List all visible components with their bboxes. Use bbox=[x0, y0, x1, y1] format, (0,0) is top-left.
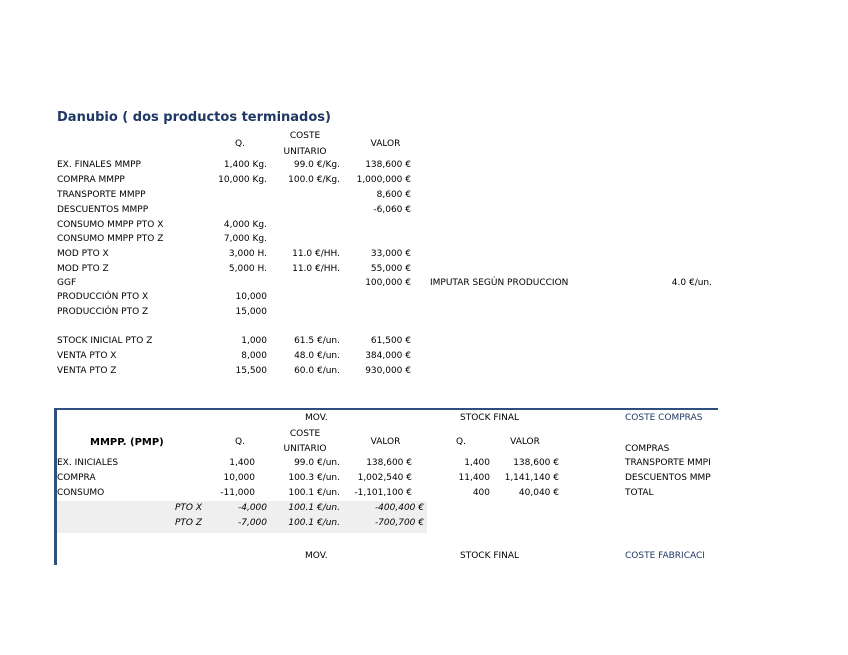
bottom-row-label: CONSUMO bbox=[57, 488, 105, 498]
row-valor: 55,000 € bbox=[370, 264, 411, 274]
stock-final-header-2: STOCK FINAL bbox=[460, 551, 520, 561]
row-unit-cost: 11.0 €/HH. bbox=[292, 249, 340, 259]
row-q: 1,000 bbox=[241, 336, 267, 346]
bottom-row-unit-cost: 100.3 €/un. bbox=[288, 473, 340, 483]
row-label: MOD PTO X bbox=[57, 249, 109, 259]
sf-row-valor: 40,040 € bbox=[518, 488, 559, 498]
row-valor: 100,000 € bbox=[365, 278, 411, 288]
row-q: 1,400 Kg. bbox=[223, 160, 267, 170]
row-q: 8,000 bbox=[241, 351, 267, 361]
row-unit-cost: 11.0 €/HH. bbox=[292, 264, 340, 274]
coste-compras-header: COSTE COMPRAS bbox=[625, 413, 703, 423]
row-valor: 138,600 € bbox=[365, 160, 411, 170]
bottom-row-valor: 138,600 € bbox=[366, 458, 412, 468]
section-top-border bbox=[54, 408, 718, 410]
coste-compras-item: TRANSPORTE MMPI bbox=[625, 458, 711, 468]
row-label: STOCK INICIAL PTO Z bbox=[57, 336, 153, 346]
sf-row-valor: 138,600 € bbox=[513, 458, 559, 468]
row-q: 10,000 Kg. bbox=[218, 175, 267, 185]
section-left-border bbox=[54, 408, 57, 565]
row-valor: 384,000 € bbox=[365, 351, 411, 361]
row-unit-cost: 60.0 €/un. bbox=[294, 366, 340, 376]
bottom-header-valor: VALOR bbox=[370, 437, 401, 447]
row-q: 15,500 bbox=[235, 366, 267, 376]
sf-row-q: 400 bbox=[472, 488, 490, 498]
bottom-header-q: Q. bbox=[235, 437, 245, 447]
stock-final-header: STOCK FINAL bbox=[460, 413, 520, 423]
row-q: 4,000 Kg. bbox=[223, 220, 267, 230]
row-q: 3,000 H. bbox=[228, 249, 267, 259]
sf-header-q: Q. bbox=[456, 437, 466, 447]
bottom-row-valor: 1,002,540 € bbox=[357, 473, 412, 483]
bottom-row-unit-cost: 99.0 €/un. bbox=[294, 458, 340, 468]
row-q: 10,000 bbox=[235, 292, 267, 302]
row-unit-cost: 100.0 €/Kg. bbox=[288, 175, 340, 185]
row-unit-cost: 61.5 €/un. bbox=[294, 336, 340, 346]
bottom-row-unit-cost: 100.1 €/un. bbox=[288, 488, 340, 498]
subrow-valor: -700,700 € bbox=[374, 518, 424, 528]
bottom-row-label: EX. INICIALES bbox=[57, 458, 119, 468]
row-label: TRANSPORTE MMPP bbox=[57, 190, 146, 200]
row-label: EX. FINALES MMPP bbox=[57, 160, 141, 170]
row-label: GGF bbox=[57, 278, 77, 288]
row-label: COMPRA MMPP bbox=[57, 175, 125, 185]
header-q: Q. bbox=[235, 139, 245, 149]
row-unit-cost: 48.0 €/un. bbox=[294, 351, 340, 361]
bottom-row-q: -11,000 bbox=[220, 488, 255, 498]
header-coste: COSTE bbox=[289, 131, 321, 141]
subrow-label: PTO Z bbox=[174, 518, 202, 528]
ggf-note: IMPUTAR SEGÚN PRODUCCION bbox=[430, 278, 569, 288]
bottom-row-q: 1,400 bbox=[229, 458, 255, 468]
sf-row-valor: 1,141,140 € bbox=[504, 473, 559, 483]
row-label: DESCUENTOS MMPP bbox=[57, 205, 149, 215]
sheet-title: Danubio ( dos productos terminados) bbox=[57, 110, 331, 125]
sf-header-valor: VALOR bbox=[510, 437, 540, 447]
bottom-header-unitario: UNITARIO bbox=[283, 444, 327, 454]
subrow-q: -4,000 bbox=[237, 503, 267, 513]
row-valor: 33,000 € bbox=[370, 249, 411, 259]
subrow-unit-cost: 100.1 €/un. bbox=[288, 503, 340, 513]
row-valor: -6,060 € bbox=[373, 205, 411, 215]
row-unit-cost: 99.0 €/Kg. bbox=[293, 160, 340, 170]
row-label: PRODUCCIÓN PTO Z bbox=[57, 307, 149, 317]
row-label: CONSUMO MMPP PTO Z bbox=[57, 234, 164, 244]
row-valor: 61,500 € bbox=[370, 336, 411, 346]
header-unitario: UNITARIO bbox=[283, 147, 327, 157]
bottom-row-q: 10,000 bbox=[223, 473, 255, 483]
row-valor: 8,600 € bbox=[376, 190, 411, 200]
row-q: 15,000 bbox=[235, 307, 267, 317]
row-valor: 1,000,000 € bbox=[356, 175, 411, 185]
mov-header: MOV. bbox=[305, 413, 328, 423]
row-label: MOD PTO Z bbox=[57, 264, 109, 274]
row-q: 7,000 Kg. bbox=[223, 234, 267, 244]
sf-row-q: 1,400 bbox=[464, 458, 490, 468]
row-label: VENTA PTO X bbox=[57, 351, 117, 361]
row-q: 5,000 H. bbox=[228, 264, 267, 274]
section-label: MMPP. (PMP) bbox=[90, 437, 164, 448]
sf-row-q: 11,400 bbox=[458, 473, 490, 483]
bottom-header-coste: COSTE bbox=[289, 429, 321, 439]
subrow-valor: -400,400 € bbox=[374, 503, 424, 513]
row-label: PRODUCCIÓN PTO X bbox=[57, 292, 149, 302]
row-label: CONSUMO MMPP PTO X bbox=[57, 220, 164, 230]
subrow-label: PTO X bbox=[174, 503, 202, 513]
bottom-row-valor: -1,101,100 € bbox=[354, 488, 412, 498]
ggf-rate: 4.0 €/un. bbox=[671, 278, 712, 288]
subrow-q: -7,000 bbox=[237, 518, 267, 528]
subrow-unit-cost: 100.1 €/un. bbox=[288, 518, 340, 528]
coste-compras-item: DESCUENTOS MMP bbox=[625, 473, 711, 483]
header-valor: VALOR bbox=[370, 139, 401, 149]
bottom-row-label: COMPRA bbox=[57, 473, 96, 483]
row-valor: 930,000 € bbox=[365, 366, 411, 376]
mov-header-2: MOV. bbox=[305, 551, 328, 561]
coste-fabricacion-header: COSTE FABRICACI bbox=[625, 551, 705, 561]
row-label: VENTA PTO Z bbox=[57, 366, 117, 376]
compras-label: COMPRAS bbox=[625, 444, 670, 454]
coste-compras-item: TOTAL bbox=[625, 488, 654, 498]
